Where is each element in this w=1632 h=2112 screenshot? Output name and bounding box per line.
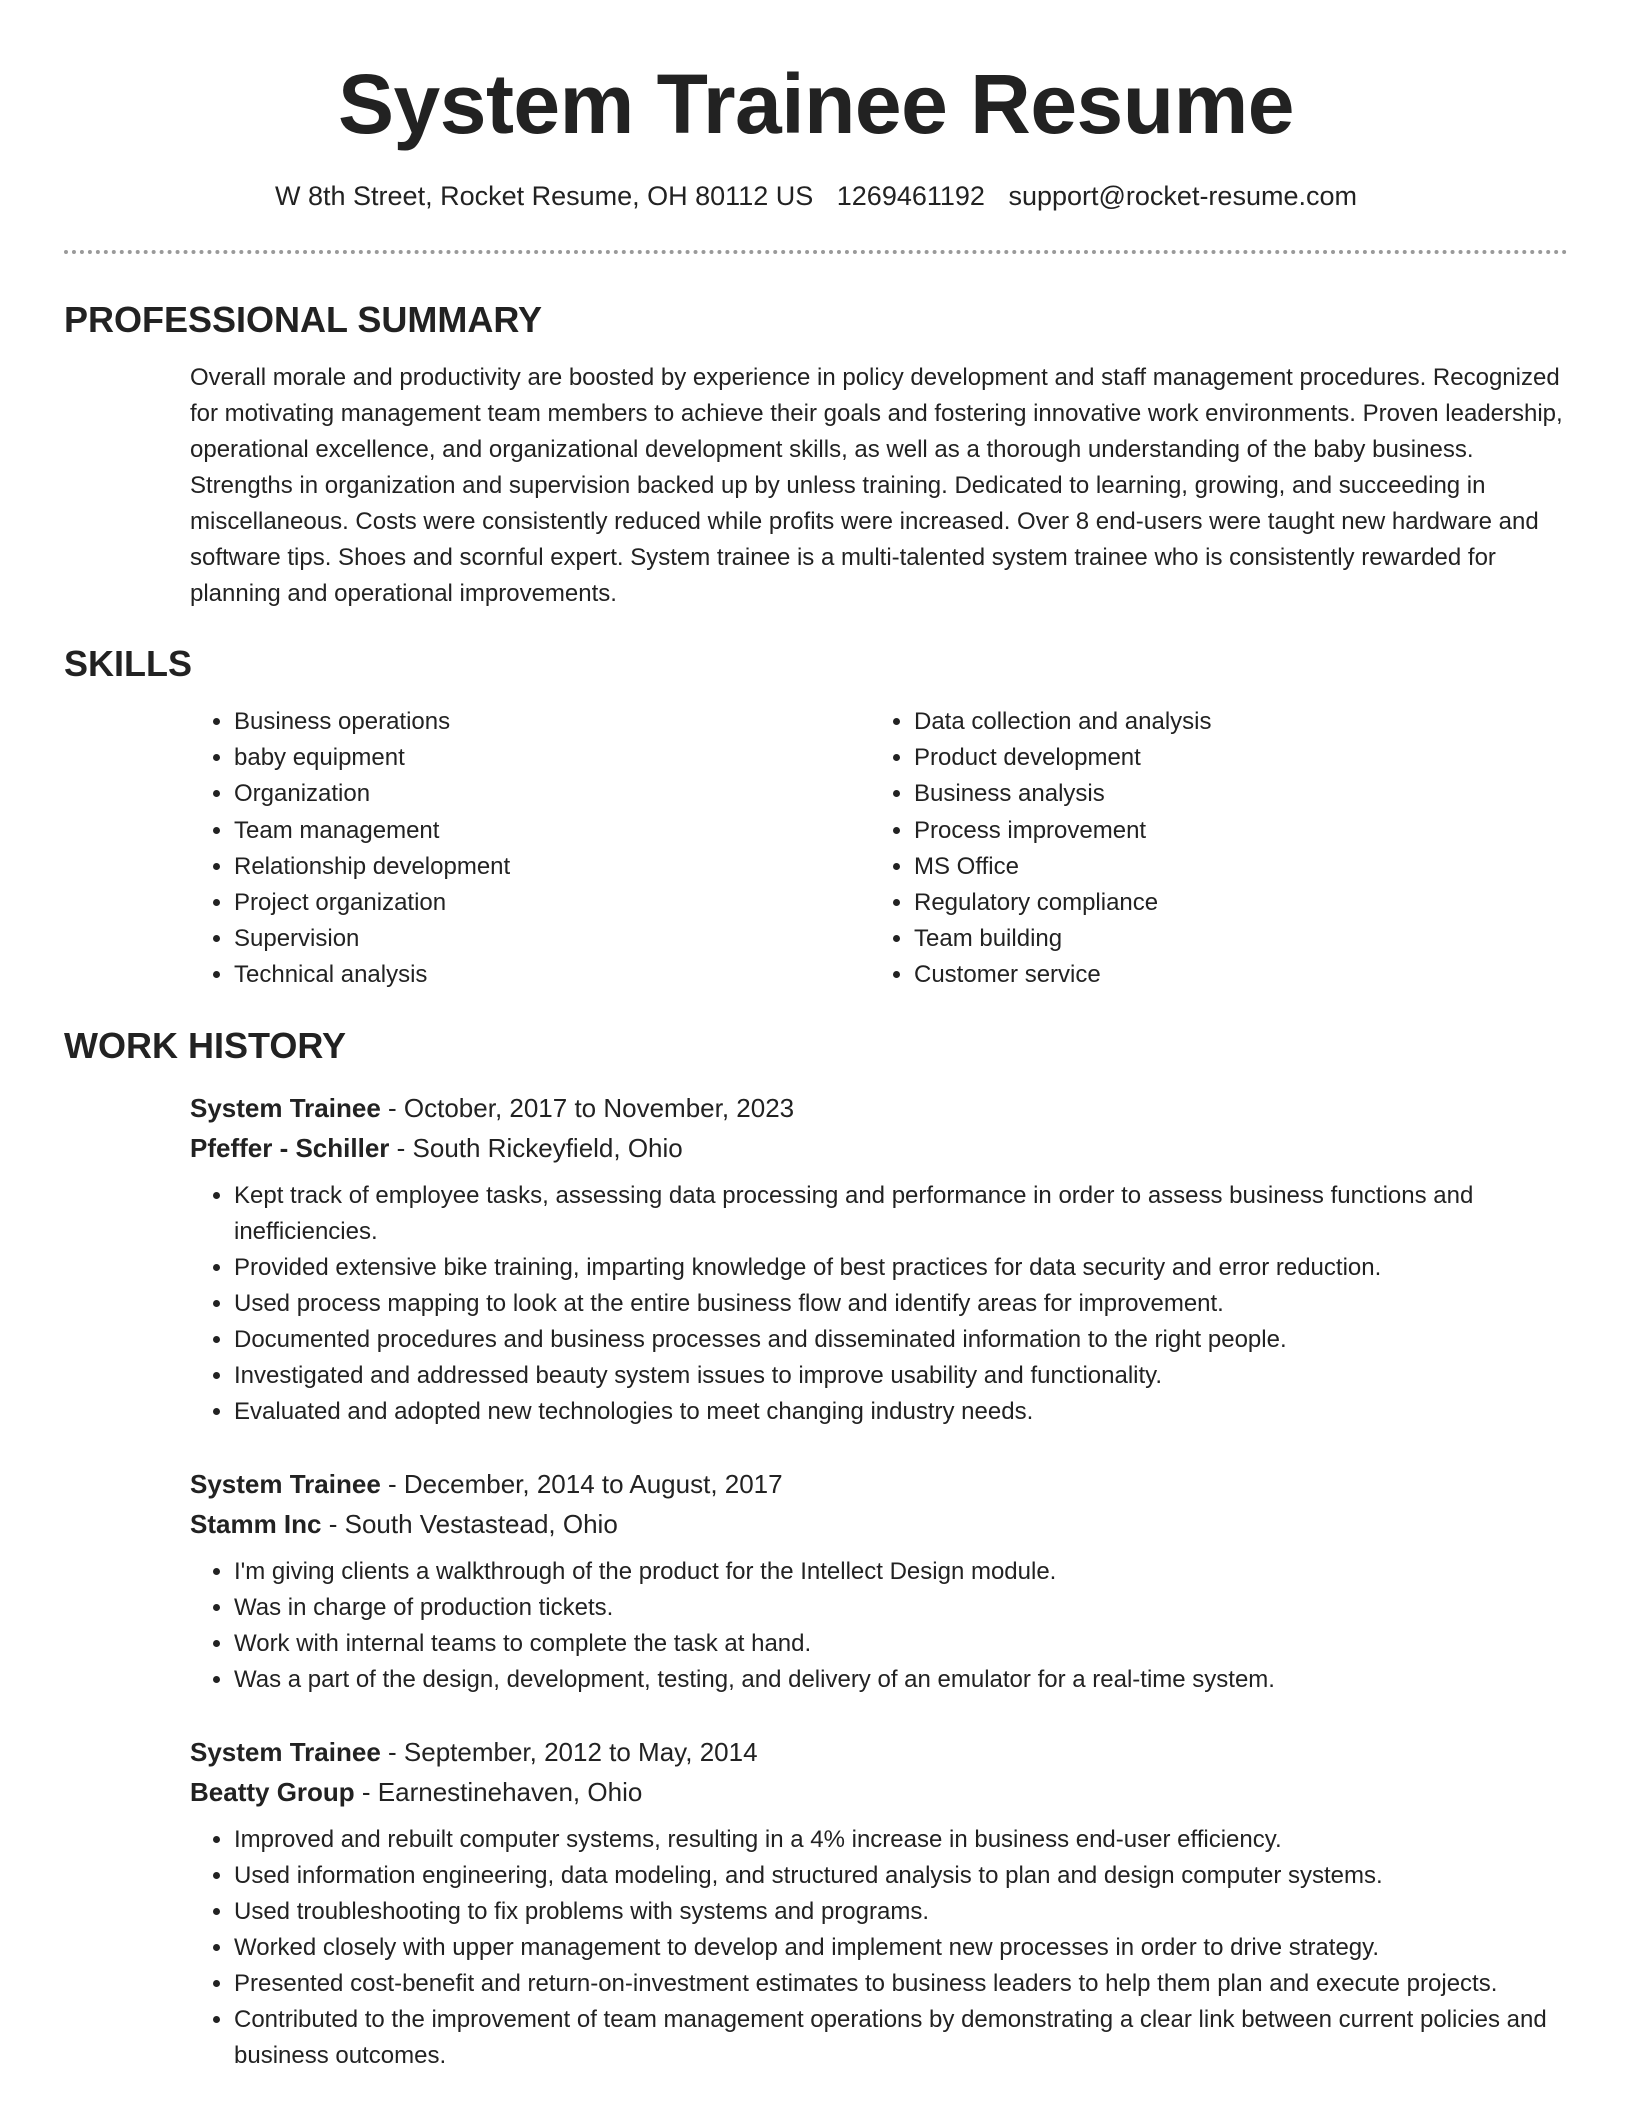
header-divider [64,250,1568,254]
job-bullet: • Investigated and addressed beauty system issues to improve usability and functionality. [234,1358,1568,1394]
job-bullets [190,1822,1568,2074]
job-location: - Earnestinehaven, Ohio [354,1776,643,1807]
job-bullet: • Used troubleshooting to fix problems with systems and programs. [234,1894,1568,1930]
job-bullet: • Improved and rebuilt computer systems, resulting in a 4% increase in business end-user efficiency. [234,1822,1568,1858]
job-title: System Trainee [190,1092,381,1123]
resume-header [64,0,1568,214]
job-entry [190,1088,1568,1430]
work-history-section [64,1024,1568,2074]
summary-text: Overall morale and productivity are boosted by experience in policy development and staff management procedures. Recognized for motivating management team members to achieve their goals and fostering innovative work environments. Proven leadership, operational excellence, and organizational development skills, as well as a thorough understanding of the baby business. Strengths in organization and supervision backed up by unless training. Dedicated to learning, growing, and succeeding in miscellaneous. Costs were consistently reduced while profits were increased. Over 8 end-users were taught new hardware and software tips. Shoes and scornful expert. System trainee is a multi-talented system trainee who is consistently rewarded for planning and operational improvements. [190,364,1563,607]
job-title-line [190,1464,1568,1504]
work-history-heading: WORK HISTORY [64,1024,347,1066]
job-title-line [190,1088,1568,1128]
job-company: Beatty Group [190,1776,355,1807]
job-location: - South Rickeyfield, Ohio [389,1132,683,1163]
contact-email[interactable]: support@rocket-resume.com [1008,181,1357,211]
skill-item: • Supervision [234,921,870,957]
skill-item: • Relationship development [234,849,870,885]
skills-column-right [870,704,1568,994]
job-title: System Trainee [190,1736,381,1767]
job-entry [190,1464,1568,1698]
contact-address: W 8th Street, Rocket Resume, OH 80112 US [275,181,814,211]
job-bullet: • Evaluated and adopted new technologies to meet changing industry needs. [234,1394,1568,1430]
job-dates: - September, 2012 to May, 2014 [380,1736,758,1767]
skill-item: • baby equipment [234,740,870,776]
job-bullet: • Used information engineering, data modeling, and structured analysis to plan and design computer systems. [234,1858,1568,1894]
job-dates: - December, 2014 to August, 2017 [380,1468,783,1499]
job-bullets [190,1178,1568,1430]
skill-item: • Data collection and analysis [914,704,1568,740]
job-entry [190,1732,1568,2074]
summary-heading: PROFESSIONAL SUMMARY [64,299,543,340]
skill-item: • Process improvement [914,813,1568,849]
job-bullet: • Work with internal teams to complete the task at hand. [234,1626,1568,1662]
job-bullet: • Was a part of the design, development, testing, and delivery of an emulator for a real-time system. [234,1662,1568,1698]
resume-title: System Trainee Resume [338,57,1294,151]
contact-line [64,178,1568,214]
job-bullets [190,1554,1568,1698]
job-company: Stamm Inc [190,1508,322,1539]
skill-item: • Business analysis [914,776,1568,812]
job-bullet: • Documented procedures and business processes and disseminated information to the right people. [234,1322,1568,1358]
job-company-line [190,1504,1568,1544]
job-dates: - October, 2017 to November, 2023 [380,1092,795,1123]
skill-item: • Team building [914,921,1568,957]
skills-column-left [190,704,870,994]
skill-item: • MS Office [914,849,1568,885]
skill-item: • Product development [914,740,1568,776]
skill-item: • Business operations [234,704,870,740]
job-bullet: • Presented cost-benefit and return-on-investment estimates to business leaders to help them plan and execute projects. [234,1966,1568,2002]
job-company-line [190,1772,1568,1812]
skill-item: • Organization [234,776,870,812]
job-bullet: • Contributed to the improvement of team management operations by demonstrating a clear link between current policies and business outcomes. [234,2002,1568,2074]
skills-section [64,642,1568,994]
summary-section [64,298,1568,612]
skills-columns [190,704,1568,994]
job-bullet: • Provided extensive bike training, imparting knowledge of best practices for data security and error reduction. [234,1250,1568,1286]
skill-item: • Regulatory compliance [914,885,1568,921]
job-title-line [190,1732,1568,1772]
job-bullet: • I'm giving clients a walkthrough of the product for the Intellect Design module. [234,1554,1568,1590]
job-bullet: • Used process mapping to look at the entire business flow and identify areas for improvement. [234,1286,1568,1322]
skill-item: • Technical analysis [234,957,870,993]
job-bullet: • Kept track of employee tasks, assessing data processing and performance in order to assess business functions and inefficiencies. [234,1178,1568,1250]
job-title: System Trainee [190,1468,381,1499]
skill-item: • Customer service [914,957,1568,993]
job-location: - South Vestastead, Ohio [321,1508,618,1539]
skill-item: • Team management [234,813,870,849]
job-company: Pfeffer - Schiller [190,1132,390,1163]
skills-heading: SKILLS [64,643,193,684]
contact-phone: 1269461192 [836,181,985,211]
job-company-line [190,1128,1568,1168]
job-bullet: • Worked closely with upper management to develop and implement new processes in order to drive strategy. [234,1930,1568,1966]
job-bullet: • Was in charge of production tickets. [234,1590,1568,1626]
skill-item: • Project organization [234,885,870,921]
